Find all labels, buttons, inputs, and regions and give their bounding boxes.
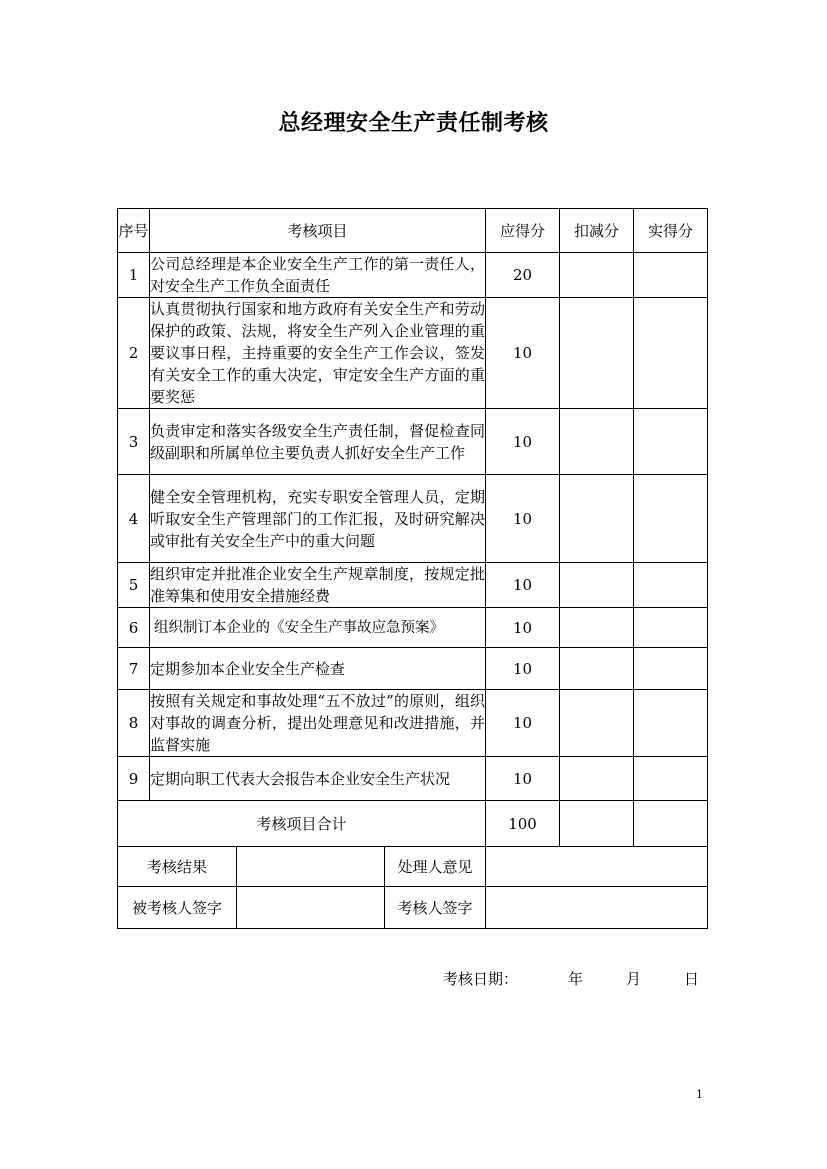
row-deduct-cell[interactable] <box>560 475 634 563</box>
table-row <box>118 608 708 648</box>
row-item: 按照有关规定和事故处理“五不放过”的原则，组织对事故的调查分析，提出处理意见和改进措施，并监督实施 <box>150 690 486 757</box>
total-actual-cell[interactable] <box>634 801 708 847</box>
total-score: 100 <box>486 801 560 847</box>
date-label: 考核日期： <box>443 970 519 988</box>
row-score: 20 <box>486 253 560 298</box>
table-row <box>118 757 708 801</box>
row-deduct-cell[interactable] <box>560 253 634 298</box>
row-seq: 7 <box>118 648 150 690</box>
table-row <box>118 409 708 475</box>
table-row <box>118 690 708 757</box>
handler-opinion-label: 处理人意见 <box>385 847 486 887</box>
total-deduct-cell[interactable] <box>560 801 634 847</box>
row-actual-cell[interactable] <box>634 608 708 648</box>
row-actual-cell[interactable] <box>634 298 708 409</box>
row-actual-cell[interactable] <box>634 690 708 757</box>
header-deduct: 扣减分 <box>560 209 634 253</box>
table-row <box>118 563 708 608</box>
row-item: 定期参加本企业安全生产检查 <box>150 648 486 690</box>
row-deduct-cell[interactable] <box>560 648 634 690</box>
row-item: 组织制订本企业的《安全生产事故应急预案》 <box>150 608 486 648</box>
row-item: 定期向职工代表大会报告本企业安全生产状况 <box>150 757 486 801</box>
row-item: 负责审定和落实各级安全生产责任制，督促检查同级副职和所属单位主要负责人抓好安全生产工作 <box>150 409 486 475</box>
assessor-sign-label: 考核人签字 <box>385 887 486 929</box>
row-score: 10 <box>486 475 560 563</box>
row-item: 健全安全管理机构，充实专职安全管理人员，定期听取安全生产管理部门的工作汇报，及时研究解决或审批有关安全生产中的重大问题 <box>150 475 486 563</box>
row-actual-cell[interactable] <box>634 475 708 563</box>
table-row <box>118 475 708 563</box>
row-actual-cell[interactable] <box>634 563 708 608</box>
row-seq: 2 <box>118 298 150 409</box>
row-seq: 1 <box>118 253 150 298</box>
table-row <box>118 298 708 409</box>
row-deduct-cell[interactable] <box>560 608 634 648</box>
row-score: 10 <box>486 690 560 757</box>
row-item: 组织审定并批准企业安全生产规章制度，按规定批准筹集和使用安全措施经费 <box>150 563 486 608</box>
row-score: 10 <box>486 757 560 801</box>
row-seq: 3 <box>118 409 150 475</box>
result-value-cell[interactable] <box>237 847 385 887</box>
row-score: 10 <box>486 298 560 409</box>
header-seq: 序号 <box>118 209 150 253</box>
row-seq: 5 <box>118 563 150 608</box>
table-row <box>118 253 708 298</box>
row-actual-cell[interactable] <box>634 409 708 475</box>
date-month: 月 <box>626 970 642 988</box>
row-score: 10 <box>486 563 560 608</box>
assessor-sign-cell[interactable] <box>486 887 708 929</box>
row-deduct-cell[interactable] <box>560 757 634 801</box>
row-actual-cell[interactable] <box>634 253 708 298</box>
total-label: 考核项目合计 <box>118 801 486 847</box>
row-score: 10 <box>486 648 560 690</box>
header-due-score: 应得分 <box>486 209 560 253</box>
table-header-row <box>118 209 708 253</box>
total-row <box>118 801 708 847</box>
table-row <box>118 648 708 690</box>
assessee-sign-label: 被考核人签字 <box>118 887 237 929</box>
row-deduct-cell[interactable] <box>560 298 634 409</box>
header-actual: 实得分 <box>634 209 708 253</box>
page-number: 1 <box>696 1088 703 1101</box>
row-seq: 6 <box>118 608 150 648</box>
row-deduct-cell[interactable] <box>560 690 634 757</box>
row-seq: 9 <box>118 757 150 801</box>
row-seq: 4 <box>118 475 150 563</box>
row-deduct-cell[interactable] <box>560 563 634 608</box>
row-score: 10 <box>486 608 560 648</box>
assessee-sign-cell[interactable] <box>237 887 385 929</box>
row-seq: 8 <box>118 690 150 757</box>
signature-row <box>118 887 708 929</box>
row-item: 认真贯彻执行国家和地方政府有关安全生产和劳动保护的政策、法规，将安全生产列入企业管理的重要议事日程，主持重要的安全生产工作会议，签发有关安全工作的重大决定，审定安全生产方面的重要奖惩 <box>150 298 486 409</box>
date-day: 日 <box>684 970 700 988</box>
assessment-table <box>117 208 708 929</box>
row-item: 公司总经理是本企业安全生产工作的第一责任人，对安全生产工作负全面责任 <box>150 253 486 298</box>
row-deduct-cell[interactable] <box>560 409 634 475</box>
result-row <box>118 847 708 887</box>
document-title: 总经理安全生产责任制考核 <box>278 111 549 136</box>
assessment-date <box>443 968 699 989</box>
date-year: 年 <box>568 970 584 988</box>
result-label: 考核结果 <box>118 847 237 887</box>
row-actual-cell[interactable] <box>634 648 708 690</box>
row-score: 10 <box>486 409 560 475</box>
header-item: 考核项目 <box>150 209 486 253</box>
handler-opinion-cell[interactable] <box>486 847 708 887</box>
row-actual-cell[interactable] <box>634 757 708 801</box>
